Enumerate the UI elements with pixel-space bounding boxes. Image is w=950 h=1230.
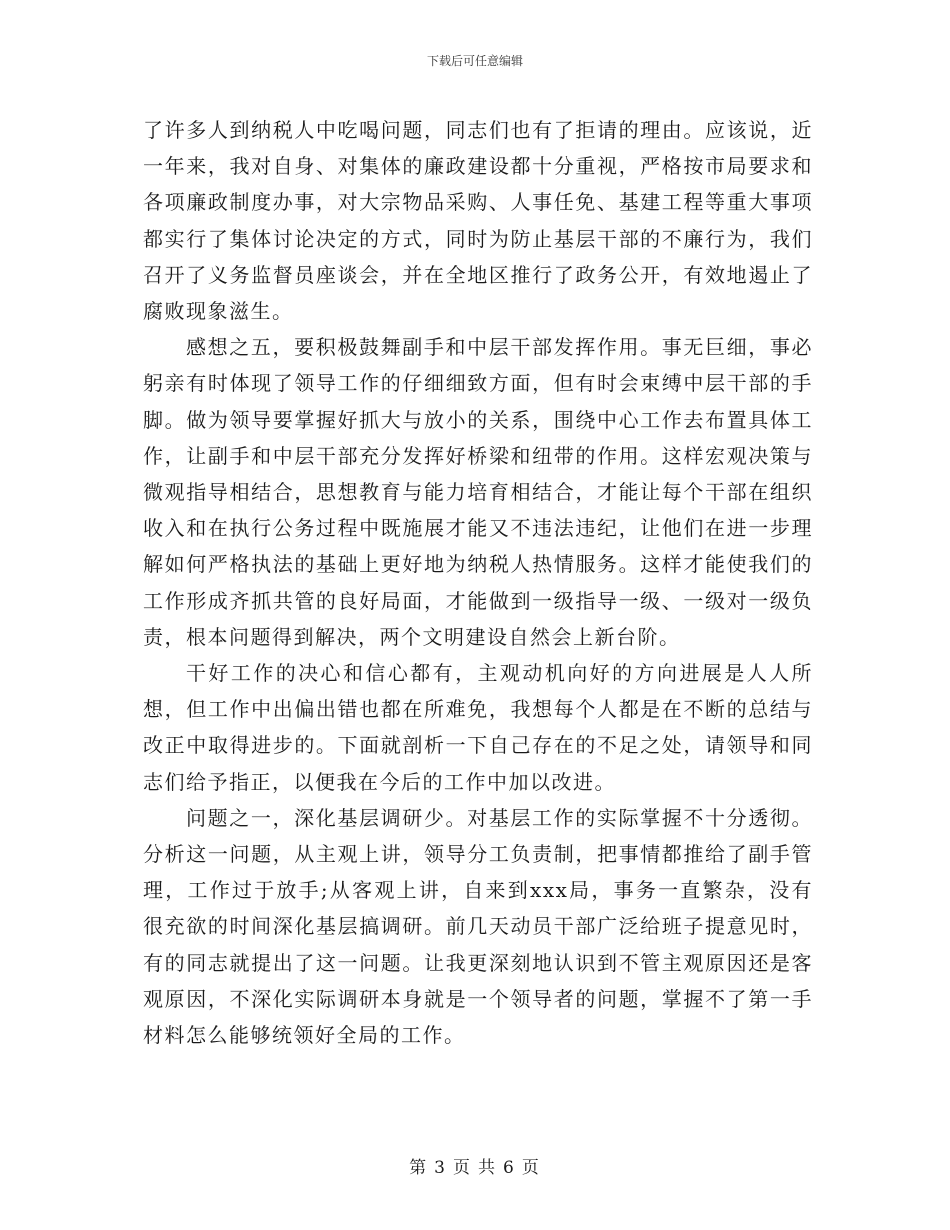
footer-current-page: 3 (434, 1158, 447, 1178)
paragraph-2: 感想之五，要积极鼓舞副手和中层干部发挥作用。事无巨细，事必躬亲有时体现了领导工作的仔细细致方面，但有时会束缚中层干部的手脚。做为领导要掌握好抓大与放小的关系，围绕中心工作去布置具体工作，让副手和中层干部充分发挥好桥梁和纽带的作用。这样宏观决策与微观指导相结合，思想教育与能力培育相结合，才能让每个干部在组织收入和在执行公务过程中既施展才能又不违法违纪，让他们在进一步理解如何严格执法的基础上更好地为纳税人热情服务。这样才能使我们的工作形成齐抓共管的良好局面，才能做到一级指导一级、一级对一级负责，根本问题得到解决，两个文明建设自然会上新台阶。 (143, 335, 813, 649)
page-header-note: 下载后可任意编辑 (426, 54, 523, 68)
footer-label-ye: 页 (453, 1158, 472, 1178)
footer-label-total: 共 (478, 1158, 497, 1178)
footer-total-pages: 6 (503, 1158, 516, 1178)
document-body (143, 112, 813, 1053)
paragraph-3: 干好工作的决心和信心都有，主观动机向好的方向进展是人人所想，但工作中出偏出错也都在所难免，我想每个人都是在不断的总结与改正中取得进步的。下面就剖析一下自己存在的不足之处，请领导和同志们给予指正，以便我在今后的工作中加以改进。 (143, 661, 813, 794)
page-footer (0, 1153, 950, 1178)
paragraph-4: 问题之一，深化基层调研少。对基层工作的实际掌握不十分透彻。分析这一问题，从主观上讲，领导分工负责制，把事情都推给了副手管理，工作过于放手;从客观上讲，自来到xxx局，事务一直繁杂，没有很充欲的时间深化基层搞调研。前几天动员干部广泛给班子提意见时，有的同志就提出了这一问题。让我更深刻地认识到不管主观原因还是客观原因，不深化实际调研本身就是一个领导者的问题，掌握不了第一手材料怎么能够统领好全局的工作。 (143, 805, 813, 1048)
footer-label-ye2: 页 (521, 1158, 541, 1178)
footer-label-page: 第 (409, 1158, 429, 1178)
paragraph-1: 了许多人到纳税人中吃喝问题，同志们也有了拒请的理由。应该说，近一年来，我对自身、对集体的廉政建设都十分重视，严格按市局要求和各项廉政制度办事，对大宗物品采购、人事任免、基建工程等重大事项都实行了集体讨论决定的方式，同时为防止基层干部的不廉行为，我们召开了义务监督员座谈会，并在全地区推行了政务公开，有效地遏止了腐败现象滋生。 (143, 118, 813, 324)
